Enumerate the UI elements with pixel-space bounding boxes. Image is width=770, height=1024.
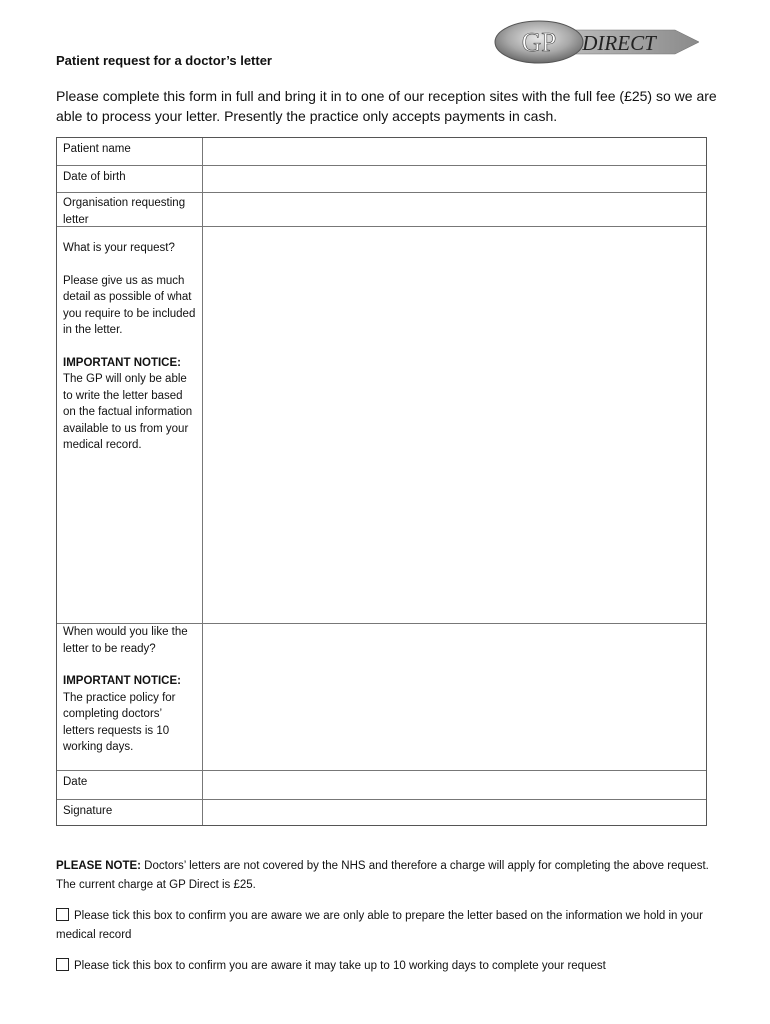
patient-name-label: Patient name (57, 138, 203, 165)
request-form-table (56, 137, 707, 826)
request-hint: Please give us as much detail as possible of what you require to be included in the letter. (63, 274, 196, 336)
signature-field[interactable] (203, 800, 706, 825)
please-note (56, 857, 716, 895)
confirm-medical-record-label: Please tick this box to confirm you are aware we are only able to prepare the letter based on the information we hold in your medical record (56, 910, 704, 941)
organisation-field[interactable] (203, 193, 706, 226)
request-notice-label: IMPORTANT NOTICE: (63, 356, 181, 369)
row-organisation (57, 192, 706, 226)
signature-label: Signature (57, 800, 203, 825)
date-label: Date (57, 771, 203, 799)
row-date-of-birth (57, 165, 706, 192)
note-label: PLEASE NOTE: (56, 860, 141, 872)
confirm-medical-record-item (56, 907, 716, 945)
confirm-medical-record-checkbox[interactable] (56, 908, 69, 921)
row-request (57, 226, 706, 623)
date-field[interactable] (203, 771, 706, 799)
row-signature (57, 799, 706, 825)
date-of-birth-label: Date of birth (57, 166, 203, 192)
ready-field[interactable] (203, 624, 706, 770)
logo-gp-text: GP (521, 27, 557, 57)
ready-notice-text: The practice policy for completing doctors’ letters requests is 10 working days. (63, 691, 176, 753)
ready-question: When would you like the letter to be ready? (63, 626, 188, 655)
ready-notice-label: IMPORTANT NOTICE: (63, 675, 181, 687)
request-notice-text: The GP will only be able to write the letter based on the factual information available to us from your medical record. (63, 373, 193, 451)
confirm-working-days-checkbox[interactable] (56, 958, 69, 971)
page-title: Patient request for a doctor’s letter (56, 53, 272, 68)
logo-direct-text: DIRECT (582, 31, 656, 55)
request-question: What is your request? (63, 242, 175, 254)
date-of-birth-field[interactable] (203, 166, 706, 192)
row-date (57, 770, 706, 799)
organisation-label: Organisation requesting letter (57, 193, 203, 226)
gp-direct-logo (493, 20, 699, 64)
note-text: Doctors’ letters are not covered by the NHS and therefore a charge will apply for completing the above request. The current charge at GP Direct is £25. (56, 860, 709, 891)
confirm-working-days-label: Please tick this box to confirm you are aware it may take up to 10 working days to complete your request (74, 960, 606, 972)
patient-name-field[interactable] (203, 138, 706, 165)
request-label-cell (57, 227, 203, 623)
row-patient-name (57, 138, 706, 165)
confirm-working-days-item (56, 957, 716, 976)
request-field[interactable] (203, 227, 706, 623)
intro-text: Please complete this form in full and bring it in to one of our reception sites with the full fee (£25) so we are able to process your letter. Presently the practice only accepts payments in cash. (56, 88, 717, 124)
row-ready (57, 623, 706, 770)
ready-label-cell (57, 624, 203, 770)
